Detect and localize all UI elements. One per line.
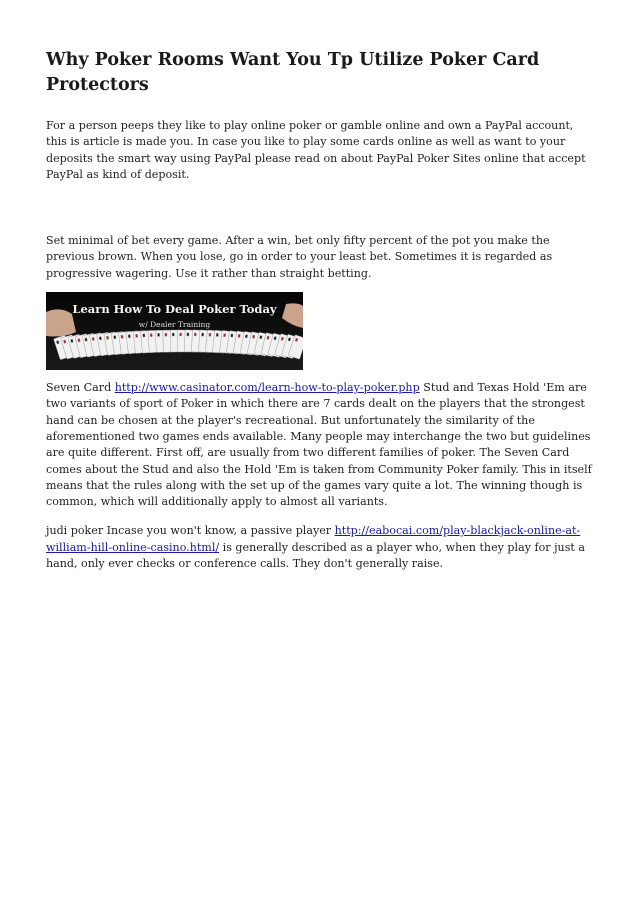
paragraph-text: is generally described as a player who, when they play for just a hand, only ever checks or conference calls. They don't generally raise. [46, 540, 585, 571]
card-pip [157, 333, 159, 336]
card-pip [165, 333, 167, 336]
card-pip [106, 336, 109, 339]
casinator-link[interactable]: http://www.casinator.com/learn-how-to-play-poker.php [114, 381, 420, 395]
card-pip [114, 336, 116, 339]
paragraph-passive-player [46, 523, 594, 572]
eabocai-link[interactable]: http://eabocai.com/play-blackjack-online-at-william-hill-online-casino.html/ [46, 524, 581, 554]
card-pip [135, 334, 137, 337]
card-pip [128, 335, 130, 338]
card-pip [121, 335, 123, 338]
card-pip [194, 333, 196, 336]
paragraph-text: judi poker Incase you won't know, a passive player [46, 524, 335, 538]
card-pip [187, 333, 189, 336]
paragraph-seven-card [46, 380, 594, 510]
card-pip [238, 334, 240, 337]
card-pip [231, 334, 233, 337]
paragraph-text: Stud and Texas Hold 'Em are two variants of sport of Poker in which there are 7 cards dealt on the players that the strongest hand can be chosen at the player's recreational. But unfortunately the similarity of the aforementioned two games ends available. Many people may interchange the two but guidelines are quite different. First off, are usually from two different families of poker. The Seven Card comes about the Stud and also the Hold 'Em is taken from Community Poker family. This in itself means that the rules along with the set up of the games vary quite a lot. The winning though is common, which will additionally apply to almost all variants. [46, 381, 592, 509]
card-pip [143, 334, 145, 337]
card-pip [216, 333, 218, 336]
card-pip [150, 334, 152, 337]
card-pip [252, 335, 255, 338]
image-title: Learn How To Deal Poker Today [72, 302, 277, 317]
card-pip [202, 333, 204, 336]
card-pip [223, 334, 225, 337]
image-subtitle: w/ Dealer Training [138, 320, 211, 330]
card-pip [209, 333, 211, 336]
card-pip [85, 338, 88, 341]
document-title: Why Poker Rooms Want You Tp Utilize Poker Card Protectors [46, 50, 540, 95]
poker-dealing-image [46, 292, 303, 370]
paragraph-paypal: For a person peeps they like to play online poker or gamble online and own a PayPal account, this is article is made you. In case you like to play some cards online as well as want to your deposits the smart way using PayPal please read on about PayPal Poker Sites online that accept PayPal as kind of deposit. [46, 119, 586, 181]
card-pip [172, 333, 174, 336]
card-pip [260, 336, 263, 339]
paragraph-betting: Set minimal of bet every game. After a win, bet only fifty percent of the pot you make the previous brown. When you lose, go in order to your least bet. Sometimes it is regarded as progressive wagering. Use it rather than straight betting. [46, 234, 553, 280]
document-page [46, 48, 594, 572]
card-pip [99, 337, 102, 340]
card-pip [92, 337, 95, 340]
card-pip [180, 333, 182, 336]
paragraph-text: Seven Card [46, 381, 115, 395]
card-pip [245, 335, 248, 338]
card-pip [267, 336, 270, 339]
